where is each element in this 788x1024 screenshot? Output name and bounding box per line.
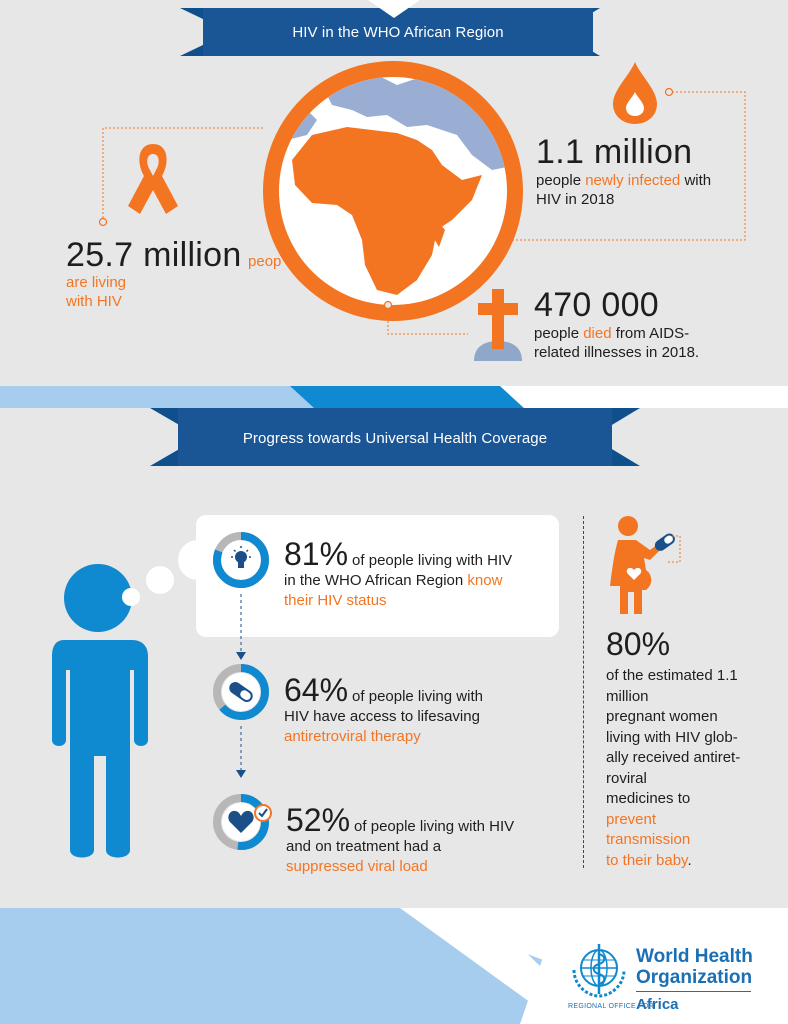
died-post: from AIDS- bbox=[611, 325, 690, 342]
progress-item-therapy bbox=[284, 674, 483, 747]
progress-item-knowledge bbox=[284, 538, 512, 611]
progress-line1: of people living with HIV bbox=[354, 818, 515, 835]
person-icon bbox=[40, 560, 160, 860]
pregnant-line: of the estimated 1.1 bbox=[606, 667, 738, 684]
living-word: peop bbox=[248, 253, 282, 270]
progress-line3: suppressed viral load bbox=[286, 858, 428, 875]
died-line2: related illnesses in 2018. bbox=[534, 344, 700, 361]
pregnant-highlight-line: to their baby bbox=[606, 851, 688, 869]
progress-line2: and on treatment had a bbox=[286, 838, 442, 855]
progress-banner-graphic bbox=[0, 0, 788, 470]
column-divider bbox=[583, 516, 584, 868]
infected-line2: HIV in 2018 bbox=[536, 191, 615, 208]
died-pre: people bbox=[534, 325, 584, 342]
living-text-2: with HIV bbox=[66, 293, 122, 310]
infected-value: 1.1 million bbox=[536, 133, 693, 171]
progress-line2: HIV have access to lifesaving bbox=[284, 708, 480, 725]
pregnant-line: million bbox=[606, 687, 649, 705]
region-name: Africa bbox=[636, 996, 679, 1013]
thought-bubble-small bbox=[122, 588, 140, 606]
pregnant-line: pregnant women bbox=[606, 708, 718, 725]
check-badge-icon bbox=[255, 805, 271, 821]
who-emblem-icon bbox=[568, 940, 630, 1000]
died-highlight: died bbox=[583, 325, 612, 342]
progress-rings bbox=[200, 520, 290, 870]
living-value: 25.7 million bbox=[66, 236, 242, 274]
infected-highlight: newly infected bbox=[585, 172, 681, 189]
progress-line1: of people living with HIV bbox=[352, 552, 513, 569]
progress-percent: 52% bbox=[286, 802, 351, 838]
progress-line2-highlight: know bbox=[467, 572, 503, 589]
progress-line2: in the WHO African Region bbox=[284, 572, 468, 589]
pregnant-line: living with HIV glob- bbox=[606, 728, 738, 746]
logo-rule bbox=[636, 991, 751, 992]
who-org-name bbox=[636, 946, 753, 988]
progress-banner-title: Progress towards Universal Health Coverage bbox=[242, 430, 548, 447]
pregnant-percent: 80% bbox=[606, 626, 671, 662]
org-name-line1: World Health bbox=[636, 946, 753, 967]
pregnant-end: . bbox=[687, 851, 692, 869]
org-name-line2: Organization bbox=[636, 967, 753, 988]
progress-line1: of people living with bbox=[352, 688, 483, 705]
pregnant-highlight-line: prevent bbox=[606, 810, 657, 828]
pregnant-line: ally received antiret- bbox=[606, 749, 741, 766]
pregnant-line: medicines to bbox=[606, 790, 691, 807]
living-text-1: are living bbox=[66, 274, 127, 291]
pregnant-line: roviral bbox=[606, 769, 647, 787]
progress-line3: their HIV status bbox=[284, 592, 387, 609]
top-banner-title: HIV in the WHO African Region bbox=[292, 24, 504, 41]
progress-percent: 64% bbox=[284, 672, 349, 708]
regional-office-label: REGIONAL OFFICE FOR bbox=[568, 1003, 654, 1010]
thought-bubble-medium bbox=[146, 566, 174, 594]
pregnant-woman-icon bbox=[600, 514, 690, 618]
pregnant-stat bbox=[606, 628, 740, 871]
progress-item-viral-load bbox=[286, 804, 514, 877]
infected-post: with bbox=[680, 172, 712, 189]
progress-line3: antiretroviral therapy bbox=[284, 728, 421, 745]
infected-pre: people bbox=[536, 172, 586, 189]
progress-percent: 81% bbox=[284, 536, 349, 572]
died-value: 470 000 bbox=[534, 286, 660, 324]
pregnant-highlight-line: transmission bbox=[606, 831, 691, 848]
